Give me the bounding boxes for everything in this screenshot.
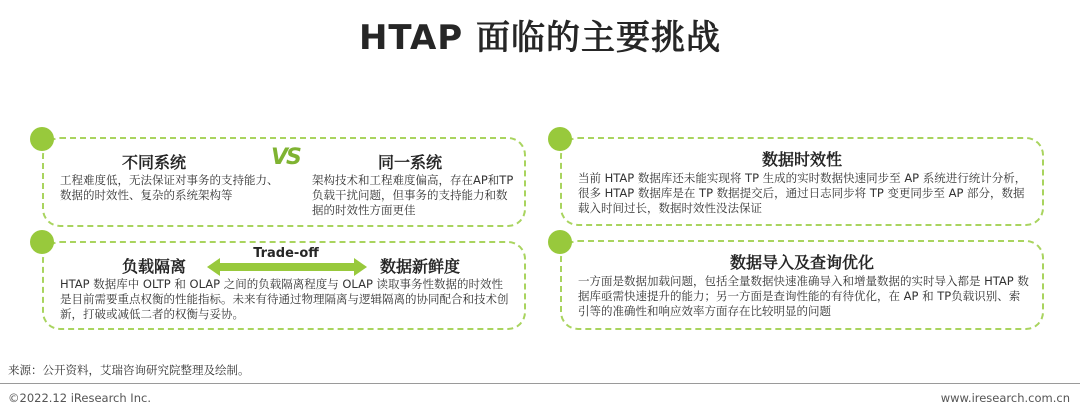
isolation-freshness-text: HTAP 数据库中 OLTP 和 OLAP 之间的负载隔离程度与 OLAP 读取事务性数据的时效性是目前需要重点权衡的性能指标。未来有待通过物理隔离与逻辑隔离的协同配合和技术创新，打破或减低二者的权衡与妥协。 <box>60 277 509 321</box>
import-query-heading: 数据导入及查询优化 <box>729 253 874 272</box>
data-timeliness-card <box>560 137 1044 226</box>
same-system-heading: 同一系统 <box>378 153 443 172</box>
data-timeliness-heading: 数据时效性 <box>761 150 842 169</box>
bullet-dot-icon <box>30 230 54 254</box>
footer-divider <box>0 383 1080 384</box>
different-systems-text: 工程难度低，无法保证对事务的支持能力、数据的时效性、复杂的系统架构等 <box>60 173 279 202</box>
different-systems-heading: 不同系统 <box>122 153 187 172</box>
bullet-dot-icon <box>548 230 572 254</box>
data-freshness-heading: 数据新鲜度 <box>380 257 461 276</box>
import-query-text: 一方面是数据加载问题，包括全量数据快速准确导入和增量数据的实时导入都是 HTAP 数据库亟需快速提升的能力；另一方面是查询性能的有待优化，在 AP 和 TP负载识别、索引等的准确性和响应效率方面存在比较明显的问题 <box>578 274 1029 318</box>
bullet-dot-icon <box>548 127 572 151</box>
data-timeliness-text: 当前 HTAP 数据库还未能实现将 TP 生成的实时数据快速同步至 AP 系统进行统计分析，很多 HTAP 数据库是在 TP 数据提交后，通过日志同步将 TP 变更同步至 AP 部分，数据载入时间过长，数据时效性没法保证 <box>578 171 1027 215</box>
double-arrow-bar <box>218 263 356 271</box>
vs-label: VS <box>271 145 300 170</box>
bullet-dot-icon <box>30 127 54 151</box>
tradeoff-label: Trade-off <box>253 246 319 261</box>
load-isolation-heading: 负载隔离 <box>122 257 187 276</box>
import-query-card <box>560 240 1044 330</box>
website-link[interactable]: www.iresearch.com.cn <box>940 391 1070 405</box>
same-system-text: 架构技术和工程难度偏高，存在AP和TP负载干扰问题，但事务的支持能力和数据的时效性方面更佳 <box>312 173 514 217</box>
copyright: ©2022.12 iResearch Inc. <box>8 391 151 405</box>
arrow-right-icon <box>354 258 367 276</box>
page-title: HTAP 面临的主要挑战 <box>358 18 722 58</box>
source-note: 来源：公开资料，艾瑞咨询研究院整理及绘制。 <box>8 363 250 377</box>
